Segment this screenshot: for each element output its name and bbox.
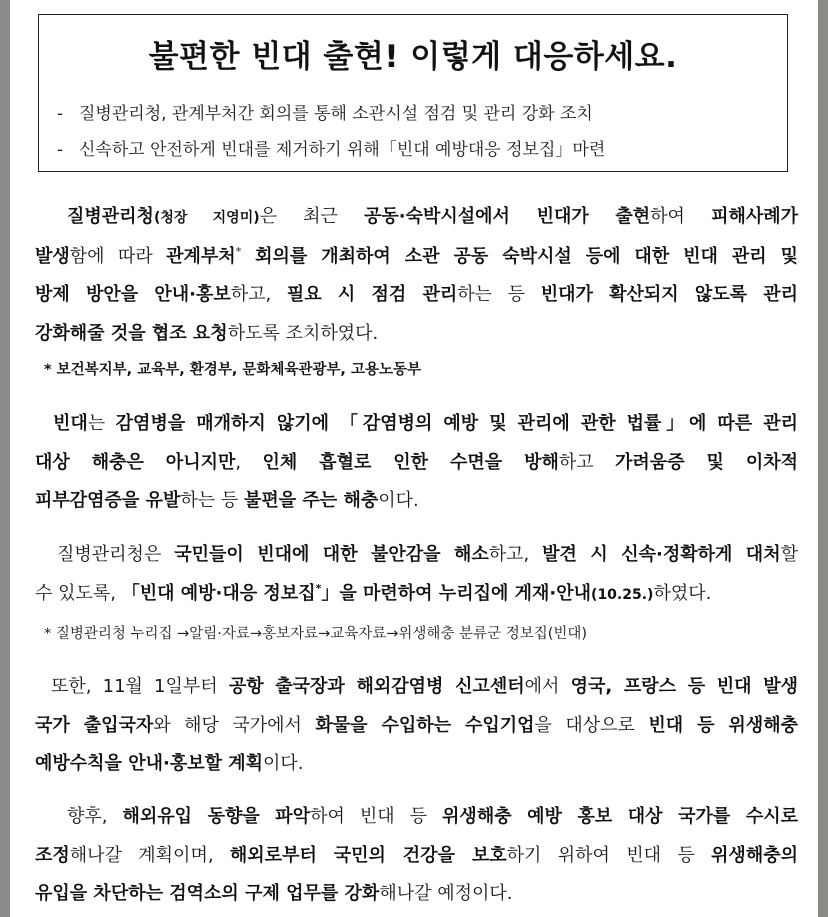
footnote-1: * 보건복지부, 교육부, 환경부, 문화체육관광부, 고용노동부: [44, 362, 422, 378]
document-page: [10, 0, 818, 917]
paragraph-1: 질병관리청(청장 지영미)은 최근 공동·숙박시설에서 빈대가 출현하여 피해사례가 발생함에 따라 관계부처* 회의를 개최하여 소관 공동 숙박시설 등에 대한 빈대 관리 및 방제 방안을 안내·홍보하고, 필요 시 점검 관리하는 등 빈대가 확산되지 않도록 관리 강화해줄 것을 협조 요청하도록 조치하였다.: [35, 206, 799, 344]
subtitle-dash: -: [57, 140, 64, 160]
paragraph-3: 질병관리청은 국민들이 빈대에 대한 불안감을 해소하고, 발견 시 신속·정확하게 대처할 수 있도록, 「빈대 예방·대응 정보집*」을 마련하여 누리집에 게재·안내(10.25.)하였다.: [35, 544, 798, 604]
subtitle-dash: -: [57, 104, 64, 124]
paragraph-4: 또한, 11월 1일부터 공항 출국장과 해외감염병 신고센터에서 영국, 프랑스 등 빈대 발생 국가 출입국자와 해당 국가에서 화물을 수입하는 수입기업을 대상으로 빈대 등 위생해충 예방수칙을 안내·홍보할 계획이다.: [35, 676, 799, 774]
subtitle-1: - 질병관리청, 관계부처간 회의를 통해 소관시설 점검 및 관리 강화 조치: [57, 104, 593, 124]
paragraph-2: 빈대는 감염병을 매개하지 않기에 「감염병의 예방 및 관리에 관한 법률」에 따른 관리 대상 해충은 아니지만, 인체 흡혈로 인한 수면을 방해하고 가려움증 및 이차적 피부감염증을 유발하는 등 불편을 주는 해충이다.: [35, 413, 798, 511]
subtitle-2: - 신속하고 안전하게 빈대를 제거하기 위해「빈대 예방대응 정보집」마련: [57, 140, 606, 160]
paragraph-5: 향후, 해외유입 동향을 파악하여 빈대 등 위생해충 예방 홍보 대상 국가를 수시로 조정해나갈 계획이며, 해외로부터 국민의 건강을 보호하기 위하여 빈대 등 위생해충의 유입을 차단하는 검역소의 구제 업무를 강화해나갈 예정이다.: [35, 806, 798, 904]
footnote-2: * 질병관리청 누리집 →알림·자료→홍보자료→교육자료→위생해충 분류군 정보집(빈대): [44, 626, 588, 642]
page-title: 불편한 빈대 출현! 이렇게 대응하세요.: [148, 39, 678, 75]
headline-box: [38, 14, 788, 172]
